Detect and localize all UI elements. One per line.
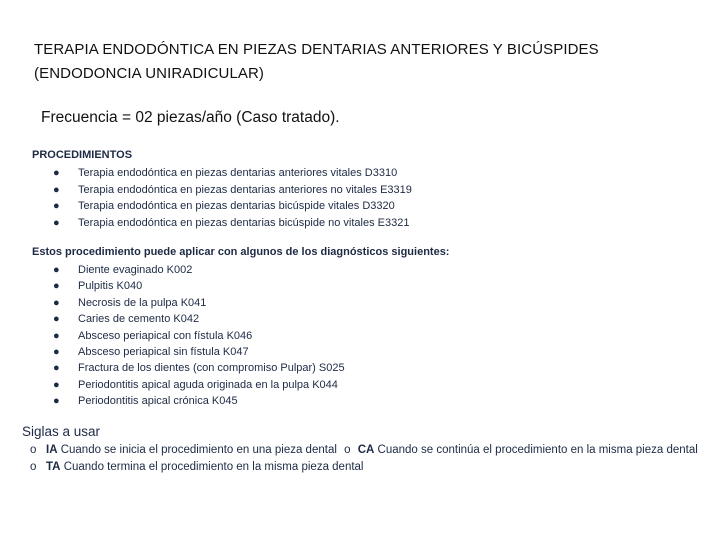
diagnosis-item-text: Absceso periapical sin fístula K047 — [78, 346, 249, 359]
diagnosis-item — [52, 278, 345, 294]
bullet-icon: ● — [53, 216, 60, 229]
bullet-icon: ● — [53, 200, 60, 212]
bullet-icon: ● — [53, 280, 60, 293]
siglas-list — [30, 442, 698, 475]
bullet-icon: ● — [53, 167, 60, 179]
diagnosis-item-text: Necrosis de la pulpa K041 — [78, 296, 207, 309]
procedure-item — [52, 182, 412, 199]
sigla-ia-text: Cuando se inicia el procedimiento en una pieza dental — [60, 444, 337, 456]
siglas-heading: Siglas a usar — [22, 424, 101, 439]
bullet-icon: ● — [53, 362, 60, 375]
bullet-icon: ● — [53, 378, 60, 391]
diagnosis-item-text: Periodontitis apical crónica K045 — [78, 395, 238, 408]
procedure-item-text: Terapia endodóntica en piezas dentarias bicúspide no vitales E3321 — [78, 216, 410, 229]
sigla-ca-abbr: CA — [357, 444, 375, 456]
procedure-item — [52, 165, 412, 182]
diagnosis-item-text: Absceso periapical con fístula K046 — [78, 329, 253, 342]
procedure-item-text: Terapia endodóntica en piezas dentarias anteriores no vitales E3319 — [78, 183, 412, 196]
diagnosis-item — [52, 262, 345, 278]
sigla-item-ta — [30, 459, 698, 476]
frequency-text: Frecuencia = 02 piezas/año (Caso tratado). — [41, 109, 340, 126]
circle-bullet-icon: o — [30, 460, 37, 473]
document-title — [34, 38, 694, 86]
diagnosis-item — [52, 311, 345, 327]
bullet-icon: ● — [53, 346, 60, 359]
sigla-ia-abbr: IA — [46, 444, 58, 456]
procedure-item-text: Terapia endodóntica en piezas dentarias anteriores vitales D3310 — [78, 167, 398, 179]
circle-bullet-icon: o — [344, 444, 351, 456]
bullet-icon: ● — [53, 264, 60, 276]
diagnosis-item-text: Caries de cemento K042 — [78, 313, 200, 326]
diagnosis-item-text: Fractura de los dientes (con compromiso Pulpar) S025 — [78, 362, 345, 375]
sigla-ca-text: Cuando se continúa el procedimiento en la misma pieza dental — [377, 444, 698, 456]
diagnoses-heading: Estos procedimiento puede aplicar con algunos de los diagnósticos siguientes: — [32, 246, 450, 258]
diagnosis-item — [52, 393, 345, 409]
bullet-icon: ● — [53, 183, 60, 196]
diagnosis-item-text: Diente evaginado K002 — [78, 264, 193, 276]
diagnosis-item — [52, 377, 345, 393]
procedures-heading: PROCEDIMIENTOS — [32, 149, 133, 161]
title-line-2: (ENDODONCIA UNIRADICULAR) — [34, 65, 265, 82]
bullet-icon: ● — [53, 313, 60, 326]
sigla-ta-text: Cuando termina el procedimiento en la misma pieza dental — [63, 460, 364, 473]
sigla-ta-abbr: TA — [46, 460, 61, 473]
diagnosis-item — [52, 344, 345, 360]
bullet-icon: ● — [53, 329, 60, 342]
procedures-list — [52, 165, 412, 231]
procedure-item-text: Terapia endodóntica en piezas dentarias bicúspide vitales D3320 — [78, 200, 395, 212]
procedure-item — [52, 198, 412, 215]
title-line-1: TERAPIA ENDODÓNTICA EN PIEZAS DENTARIAS ANTERIORES Y BICÚSPIDES — [34, 41, 599, 58]
procedure-item — [52, 215, 412, 232]
sigla-item-ia-ca — [30, 442, 698, 459]
bullet-icon: ● — [53, 395, 60, 408]
diagnosis-item-text: Pulpitis K040 — [78, 280, 143, 293]
diagnosis-item — [52, 328, 345, 344]
circle-bullet-icon: o — [30, 444, 37, 456]
bullet-icon: ● — [53, 296, 60, 309]
diagnosis-item-text: Periodontitis apical aguda originada en la pulpa K044 — [78, 378, 338, 391]
diagnosis-item — [52, 360, 345, 376]
diagnoses-list — [52, 262, 345, 410]
diagnosis-item — [52, 295, 345, 311]
